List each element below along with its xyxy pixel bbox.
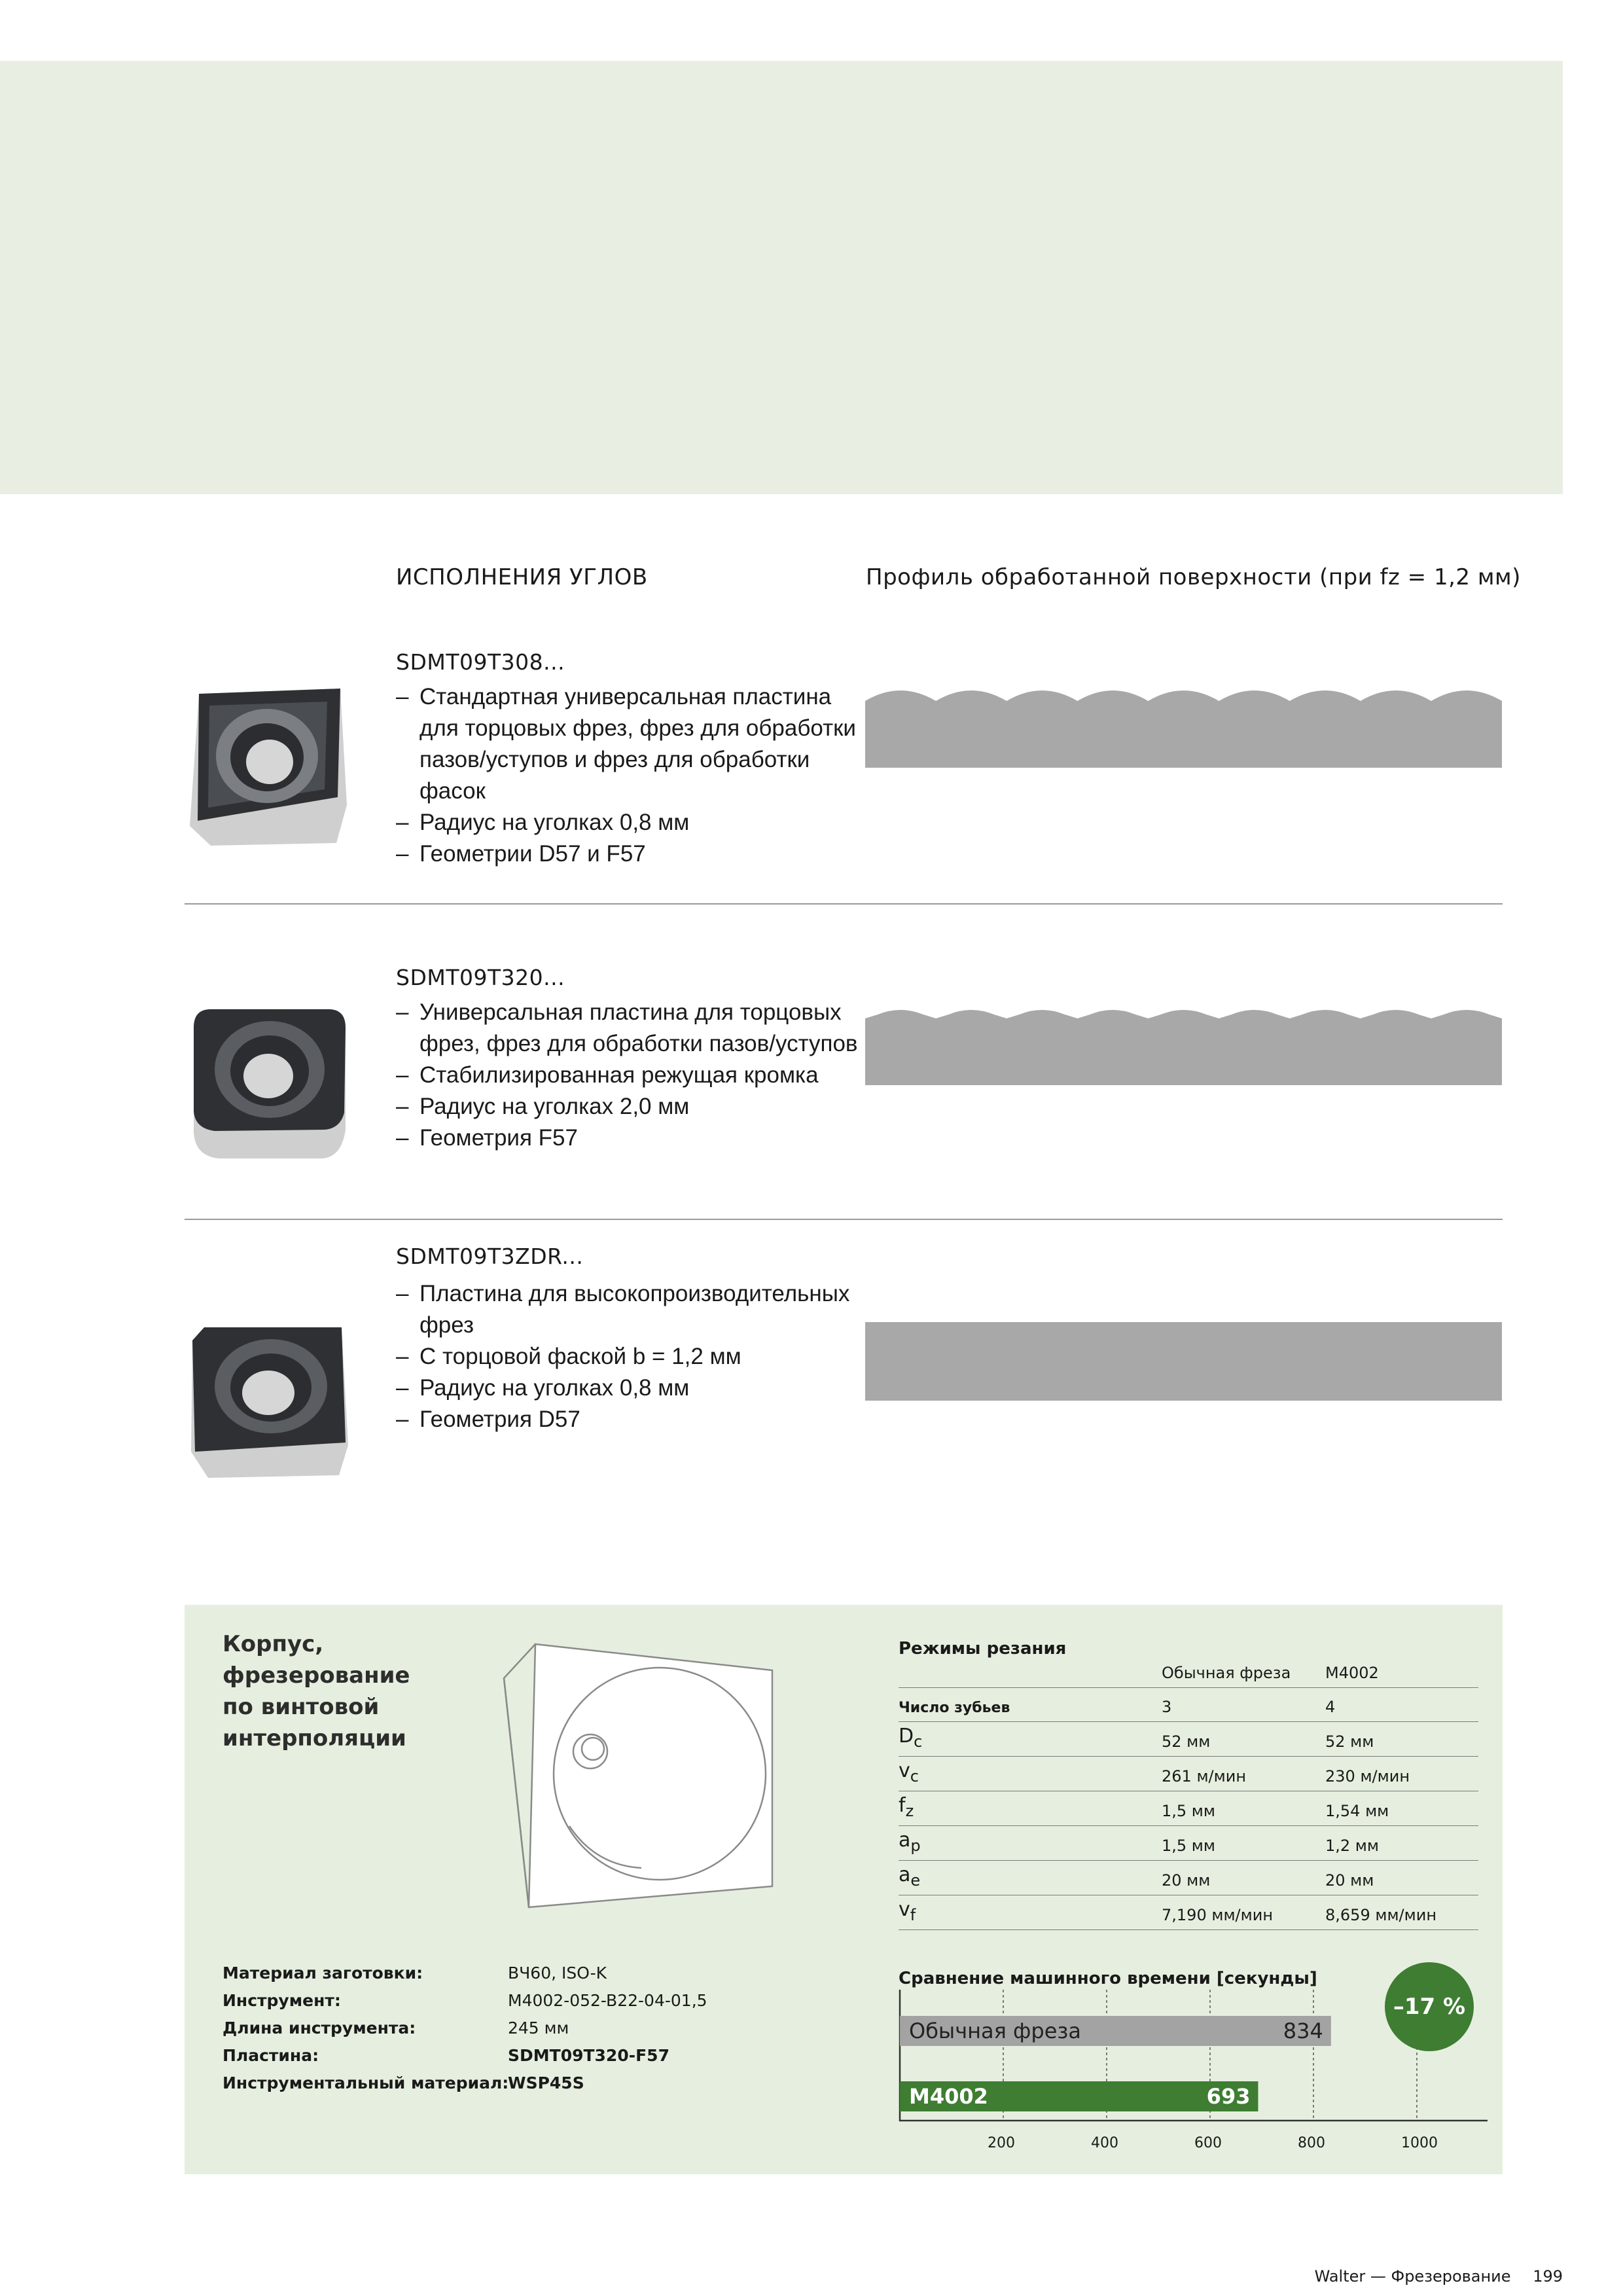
table-row bbox=[899, 1791, 1478, 1826]
feature-item: – С торцовой фаской b = 1,2 мм bbox=[396, 1341, 849, 1372]
param-name: $f_z$ bbox=[899, 1794, 914, 1820]
spec-value: ВЧ60, ISO-K bbox=[508, 1964, 607, 1982]
feature-item: – Пластина для высокопроизводительных bbox=[396, 1278, 849, 1310]
insert-code: SDMT09T320... bbox=[396, 965, 565, 990]
feature-item: – Радиус на уголках 2,0 мм bbox=[396, 1091, 858, 1122]
m4002-value: 4 bbox=[1325, 1698, 1336, 1716]
insert-feature-list bbox=[396, 1278, 849, 1435]
m4002-value: 20 мм bbox=[1325, 1871, 1374, 1890]
savings-badge: –17 % bbox=[1385, 1962, 1474, 2051]
surface-profile-heading: Профиль обработанной поверхности (при fz = 1,2 мм) bbox=[866, 564, 1521, 590]
m4002-value: 1,54 мм bbox=[1325, 1802, 1389, 1820]
m4002-value: 52 мм bbox=[1325, 1732, 1374, 1751]
cutting-data-title: Режимы резания bbox=[899, 1639, 1067, 1659]
m4002-value: 1,2 мм bbox=[1325, 1837, 1380, 1855]
spec-label: Инструментальный материал: bbox=[223, 2073, 509, 2092]
conventional-value: 1,5 мм bbox=[1162, 1802, 1216, 1820]
feature-item: – Геометрии D57 и F57 bbox=[396, 838, 856, 870]
x-tick-label: 400 bbox=[1091, 2135, 1118, 2151]
bar-category-label: Обычная фреза bbox=[909, 2018, 1082, 2043]
insert-code: SDMT09T3ZDR... bbox=[396, 1244, 584, 1269]
bar-category-label: M4002 bbox=[909, 2084, 988, 2109]
m4002-value: 230 м/мин bbox=[1325, 1767, 1410, 1785]
surface-profile-wavy bbox=[865, 1007, 1502, 1085]
m4002-value: 8,659 мм/мин bbox=[1325, 1906, 1437, 1924]
spec-label: Длина инструмента: bbox=[223, 2018, 416, 2037]
case-study-title bbox=[223, 1628, 410, 1754]
x-tick-label: 600 bbox=[1194, 2135, 1222, 2151]
table-row bbox=[899, 1895, 1478, 1930]
table-row bbox=[899, 1861, 1478, 1895]
insert-image-sdmt09t3zdr bbox=[185, 1321, 355, 1481]
table-header-row bbox=[899, 1656, 1478, 1688]
feature-item-continued: фрез bbox=[419, 1312, 474, 1338]
corner-versions-heading: ИСПОЛНЕНИЯ УГЛОВ bbox=[396, 564, 648, 590]
feature-item: – Стабилизированная режущая кромка bbox=[396, 1060, 858, 1091]
param-name: $a_e$ bbox=[899, 1863, 921, 1890]
feature-item: – Стандартная универсальная пластина bbox=[396, 681, 856, 713]
table-row bbox=[899, 1826, 1478, 1861]
table-row bbox=[899, 1722, 1478, 1757]
param-name: Число зубьев bbox=[899, 1700, 1010, 1716]
feature-item-continued: фрез, фрез для обработки пазов/уступов bbox=[419, 1031, 858, 1056]
conventional-value: 52 мм bbox=[1162, 1732, 1211, 1751]
spec-label: Инструмент: bbox=[223, 1991, 341, 2010]
conventional-value: 261 м/мин bbox=[1162, 1767, 1247, 1785]
insert-feature-list bbox=[396, 681, 856, 870]
x-tick-label: 200 bbox=[988, 2135, 1015, 2151]
x-tick-label: 1000 bbox=[1401, 2135, 1438, 2151]
spec-value: 245 мм bbox=[508, 2018, 569, 2037]
case-title-line: по винтовой bbox=[223, 1694, 380, 1720]
page-number: 199 bbox=[1533, 2267, 1563, 2286]
section-name: Фрезерование bbox=[1391, 2267, 1511, 2286]
feature-item: – Универсальная пластина для торцовых bbox=[396, 997, 858, 1028]
footer-dash: — bbox=[1365, 2267, 1391, 2286]
chart-title: Сравнение машинного времени [секунды] bbox=[899, 1969, 1317, 1988]
table-row bbox=[899, 1757, 1478, 1791]
x-tick-label: 800 bbox=[1298, 2135, 1325, 2151]
feature-item: – Геометрия D57 bbox=[396, 1404, 849, 1435]
param-name: $v_f$ bbox=[899, 1898, 916, 1924]
insert-image-sdmt09t320 bbox=[185, 1001, 355, 1172]
surface-profile-scalloped bbox=[865, 689, 1502, 768]
feature-item-continued: для торцовых фрез, фрез для обработки bbox=[419, 715, 856, 741]
spec-value: WSP45S bbox=[508, 2073, 584, 2092]
table-row bbox=[899, 1687, 1478, 1722]
feature-item-continued: пазов/уступов и фрез для обработки bbox=[419, 747, 810, 772]
surface-profile-flat bbox=[865, 1322, 1502, 1401]
feature-item: – Радиус на уголках 0,8 мм bbox=[396, 1372, 849, 1404]
param-name: $a_p$ bbox=[899, 1829, 921, 1855]
spec-label: Пластина: bbox=[223, 2046, 319, 2065]
param-name: $v_c$ bbox=[899, 1759, 919, 1785]
param-name: $D_c$ bbox=[899, 1725, 923, 1751]
helical-interpolation-diagram bbox=[497, 1630, 792, 1924]
insert-image-sdmt09t308 bbox=[185, 681, 355, 851]
insert-feature-list bbox=[396, 997, 858, 1154]
section-divider bbox=[185, 1219, 1503, 1220]
insert-code: SDMT09T308... bbox=[396, 649, 565, 675]
conventional-value: 3 bbox=[1162, 1698, 1172, 1716]
section-divider bbox=[185, 903, 1503, 905]
case-title-line: фрезерование bbox=[223, 1662, 410, 1689]
conventional-value: 20 мм bbox=[1162, 1871, 1211, 1890]
spec-value: M4002-052-B22-04-01,5 bbox=[508, 1991, 707, 2010]
spec-value: SDMT09T320-F57 bbox=[508, 2046, 669, 2065]
brand-name: Walter bbox=[1314, 2267, 1366, 2286]
column-header: M4002 bbox=[1325, 1664, 1379, 1682]
feature-item: – Геометрия F57 bbox=[396, 1122, 858, 1154]
case-title-line: интерполяции bbox=[223, 1725, 406, 1751]
conventional-value: 7,190 мм/мин bbox=[1162, 1906, 1274, 1924]
bar-value-label: 834 bbox=[1283, 2018, 1323, 2043]
hero-image-area bbox=[0, 61, 1563, 494]
page-footer bbox=[1315, 2267, 1563, 2286]
bar-value-label: 693 bbox=[1206, 2084, 1251, 2109]
spec-label: Материал заготовки: bbox=[223, 1964, 423, 1982]
column-header: Обычная фреза bbox=[1162, 1664, 1291, 1682]
case-title-line: Корпус, bbox=[223, 1631, 324, 1657]
feature-item-continued: фасок bbox=[419, 778, 486, 804]
conventional-value: 1,5 мм bbox=[1162, 1837, 1216, 1855]
feature-item: – Радиус на уголках 0,8 мм bbox=[396, 807, 856, 838]
